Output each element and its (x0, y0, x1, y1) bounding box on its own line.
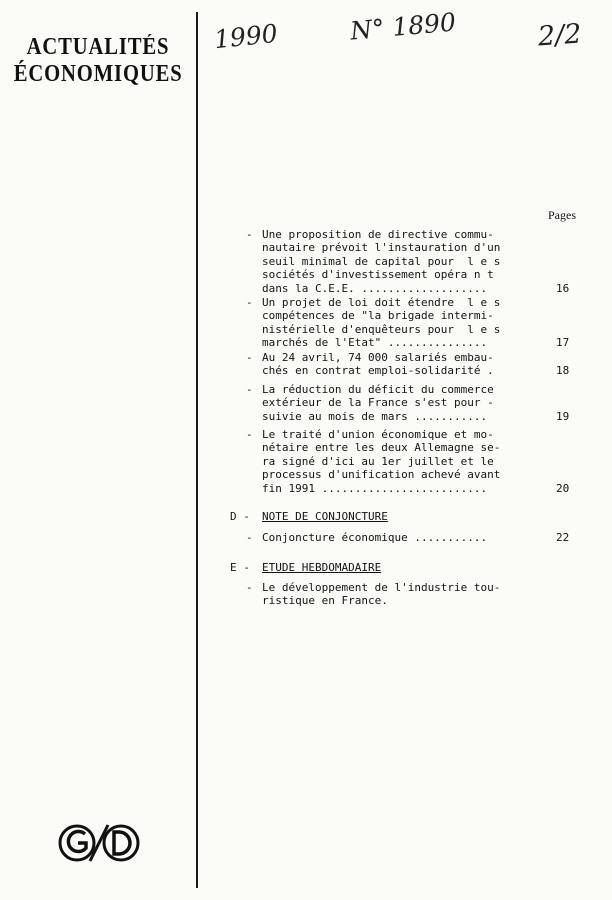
entry-dash: - (246, 531, 253, 544)
entry-page-number: 16 (556, 281, 570, 295)
section-e-letter: E - (230, 561, 250, 574)
entry-text: Un projet de loi doit étendre l e s compétences de "la brigade intermi- nistérielle d'enquêteurs pour l e s marchés de l'Etat" ............... (262, 296, 501, 350)
entry-page-number: 20 (556, 481, 570, 495)
entry-text: Le développement de l'industrie tou- ristique en France. (262, 581, 501, 608)
entry-page-number: 19 (556, 409, 570, 423)
entry-page-number: 17 (556, 336, 570, 350)
handwritten-issue-number: N° 1890 (348, 7, 458, 46)
handwritten-year: 1990 (212, 18, 279, 55)
entry-dash: - (246, 383, 253, 396)
masthead-line-1: ACTUALITÉS (26, 34, 170, 60)
entry-dash: - (246, 428, 253, 441)
entry-text: Conjoncture économique ........... (262, 531, 488, 544)
masthead (14, 34, 183, 88)
entry-dash: - (246, 351, 253, 364)
section-d-title: NOTE DE CONJONCTURE (262, 510, 388, 523)
pages-header: Pages (548, 208, 576, 222)
gd-logo-icon (56, 823, 142, 863)
vertical-rule (196, 12, 198, 888)
section-d-letter: D - (230, 510, 250, 523)
entry-text: Au 24 avril, 74 000 salariés embau- chés en contrat emploi-solidarité . (262, 351, 494, 378)
entry-page-number: 22 (556, 531, 570, 544)
section-e-heading (230, 561, 382, 600)
entry-dash: - (246, 581, 253, 594)
handwritten-page-number: 2/2 (536, 18, 583, 53)
masthead-line-2: ÉCONOMIQUES (13, 61, 183, 87)
entry-page-number: 18 (556, 364, 570, 378)
section-e-title: ETUDE HEBDOMADAIRE (262, 561, 382, 574)
entry-dash: - (246, 296, 253, 309)
entry-dash: - (246, 228, 253, 241)
entry-text: Le traité d'union économique et mo- nétaire entre les deux Allemagne se- ra signé d'ici au 1er juillet et le processus d'unification achevé avant fin 1991 ......................... (262, 428, 501, 495)
entry-text: Une proposition de directive commu- nautaire prévoit l'instauration d'un seuil minimal de capital pour l e s sociétés d'investissement opéra n t dans la C.E.E. ................... (262, 228, 501, 295)
entry-text: La réduction du déficit du commerce extérieur de la France s'est pour - suivie au mois de mars ........... (262, 383, 494, 423)
